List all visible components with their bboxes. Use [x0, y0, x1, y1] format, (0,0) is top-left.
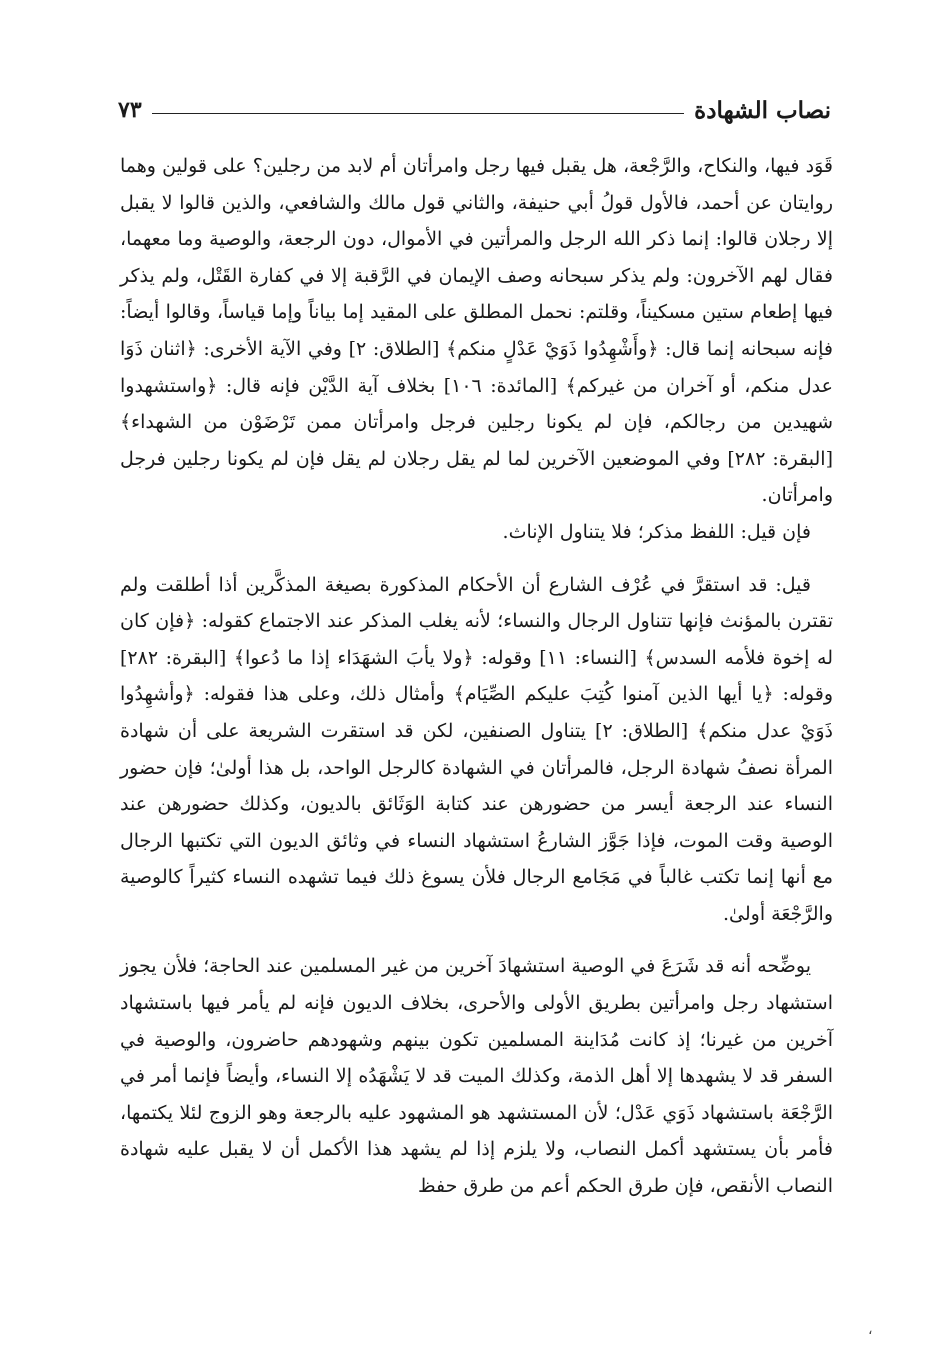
paragraph-2: فإن قيل: اللفظ مذكر؛ فلا يتناول الإناث.	[502, 520, 811, 543]
paragraph-1: قَوَد فيها، والنكاح، والرَّجْعة، هل يقبل فيها رجل وامرأتان أم لابد من رجلين؟ على قولين وهما روايتان عن أحمد، فالأول قولُ أبي حنيفة، والثاني قول مالك والشافعي، والذين قالوا لا يقبل إلا رجلان قالوا: إنما ذكر الله الرجل والمرأتين في الأموال، دون الرجعة، والوصية وما معهما، فقال لهم الآخرون: ولم يذكر سبحانه وصف الإيمان في الرَّقبة إلا في كفارة القَتْل، ولم يذكر فيها إطعام ستين مسكيناً، وقلتم: نحمل المطلق على المقيد إما بياناً وإما قياساً، وقالوا أيضاً: فإنه سبحانه إنما قال: ﴿وأَشْهِدُوا ذَوَيْ عَدْلٍ منكم﴾ [الطلاق: ٢] وفي الآية الأخرى: ﴿اثنان ذَوَا عدل منكم، أو آخران من غيركم﴾ [المائدة: ١٠٦] بخلاف آية الدَّيْن فإنه قال: ﴿واستشهدوا شهيدين من رجالكم، فإن لم يكونا رجلين فرجل وامرأتان ممن تَرْضَوْن من الشهداء﴾ [البقرة: ٢٨٢] وفي الموضعين الآخرين لما لم يقل رجلان لم يقل فإن لم يكونا رجلين فرجل وامرأتان.	[120, 155, 833, 507]
running-header	[118, 92, 831, 128]
chapter-title: نصاب الشهادة	[694, 96, 831, 124]
stray-mark: ،	[868, 1322, 873, 1338]
page-number: ٧٣	[118, 97, 142, 123]
paragraph-3: قيل: قد استقرَّ في عُرْف الشارع أن الأحكام المذكورة بصيغة المذكَّرين أذا أطلقت ولم تقترن بالمؤنث فإنها تتناول الرجال والنساء؛ لأنه يغلب المذكر عند الاجتماع كقوله: ﴿فإن كان له إخوة فلأمه السدس﴾ [النساء: ١١] وقوله: ﴿ولا يأبَ الشهَدَاء إذا ما دُعوا﴾ [البقرة: ٢٨٢] وقوله: ﴿يا أيها الذين آمنوا كُتِبَ عليكم الصِّيَام﴾ وأمثال ذلك، وعلى هذا فقوله: ﴿وأشهِدُوا ذَوَيْ عدل منكم﴾ [الطلاق: ٢] يتناول الصنفين، لكن قد استقرت الشريعة على أن شهادة المرأة نصفُ شهادة الرجل، فالمرأتان في الشهادة كالرجل الواحد، بل هذا أولىٰ؛ فإن حضور النساء عند الرجعة أيسر من حضورهن عند كتابة الوَثَائق بالديون، وكذلك حضورهن عند الوصية وقت الموت، فإذا جَوَّز الشارعُ استشهاد النساء في وثائق الديون التي تكتبها الرجال مع أنها إنما تكتب غالباً في مَجَامع الرجال فلأن يسوغ ذلك فيما تشهده النساء كثيراً كالوصية والرَّجْعَة أولىٰ.	[120, 573, 833, 925]
paragraph-4: يوضِّحه أنه قد شَرَعَ في الوصية استشهادَ آخرين من غير المسلمين عند الحاجة؛ فلأن يجوز استشهاد رجل وامرأتين بطريق الأولى والأحرى، بخلاف الديون فإنه لم يأمر فيها باستشهاد آخرين من غيرنا؛ إذ كانت مُدَاينة المسلمين تكون بينهم وشهودهم حاضرون، والوصية في السفر قد لا يشهدها إلا أهل الذمة، وكذلك الميت قد لا يَشْهَدُه إلا النساء، وأيضاً فإنما أمر في الرَّجْعَة باستشهاد ذَوَي عَدْل؛ لأن المستشهد هو المشهود عليه بالرجعة وهو الزوج لئلا يكتمها، فأمر بأن يستشهد أكمل النصاب، ولا يلزم إذا لم يشهد هذا الأكمل أن لا يقبل عليه شهادة النصاب الأنقص، فإن طرق الحكم أعم من طرق حفظ	[120, 955, 833, 1198]
header-rule	[152, 113, 685, 114]
body-text	[120, 148, 833, 1205]
